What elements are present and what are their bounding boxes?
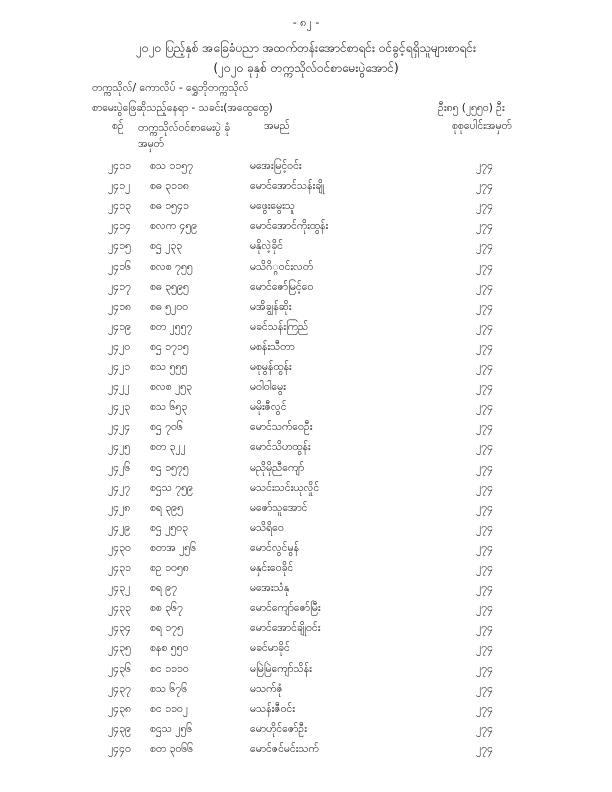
roll-number: စသ ၆၅၃ bbox=[150, 401, 188, 414]
table-row bbox=[0, 743, 612, 760]
student-name: မောင်အောင်သန်းချို bbox=[250, 180, 325, 193]
table-row bbox=[0, 683, 612, 700]
table-row bbox=[0, 582, 612, 599]
student-name: မသန်းဇီဝင်း bbox=[250, 702, 295, 715]
student-name: မမိုးဇီလွင် bbox=[250, 401, 287, 414]
table-row bbox=[0, 421, 612, 438]
total-score: ၂၇၄ bbox=[476, 421, 493, 434]
roll-number: စတ ၃၀၆၆ bbox=[150, 742, 194, 755]
roll-number: စရ ၁၇၅ bbox=[150, 622, 183, 635]
total-score: ၂၇၄ bbox=[476, 582, 493, 595]
roll-number: စဌ ၂၃၃ bbox=[150, 240, 183, 253]
total-score: ၂၇၄ bbox=[476, 662, 493, 675]
roll-number: စတအ ၂၅၆ bbox=[150, 541, 197, 554]
roll-number: စလစ ၂၅၃ bbox=[150, 381, 192, 394]
row-number: ၂၄၂၀ bbox=[108, 340, 131, 353]
row-number: ၂၄၃၀ bbox=[108, 541, 131, 554]
table-row bbox=[0, 381, 612, 398]
header-no: စဉ် bbox=[112, 120, 124, 132]
total-score: ၂၇၄ bbox=[476, 320, 493, 333]
row-number: ၂၄၁၃ bbox=[108, 200, 131, 213]
total-score: ၂၇၄ bbox=[476, 260, 493, 273]
roll-number: စလက ၄၅၉ bbox=[150, 220, 198, 233]
total-score: ၂၇၄ bbox=[476, 682, 493, 695]
roll-number: စဓ ၁၅၄၁ bbox=[150, 200, 189, 213]
roll-number: စဓ ၃၁၁၈ bbox=[150, 180, 189, 193]
total-score: ၂၇၄ bbox=[476, 180, 493, 193]
total-score: ၂၇၄ bbox=[476, 722, 493, 735]
roll-number: စတ ၃၂၂ bbox=[150, 441, 186, 454]
row-number: ၂၄၂၂ bbox=[108, 381, 130, 394]
roll-number: စရ ၉၇ bbox=[150, 582, 178, 595]
roll-number: စဌသ ၂၅၆ bbox=[150, 722, 193, 735]
document-subtitle: (၂၀၂၀ ခုနှစ် တက္ကသိုလ်ဝင်စာမေးပွဲအောင်) bbox=[213, 61, 399, 75]
roll-number: စရ ၃၉၅ bbox=[150, 501, 183, 514]
row-number: ၂၄၁၉ bbox=[108, 320, 131, 333]
row-number: ၂၄၁၇ bbox=[108, 280, 131, 293]
row-number: ၂၄၁၄ bbox=[108, 220, 131, 233]
table-row bbox=[0, 663, 612, 680]
student-name: မအိချွန်ဆိုး bbox=[250, 300, 292, 313]
university-line: တက္ကသိုလ်/ ကောလိပ် - ရွှေဘိုတက္ကသိုလ် bbox=[92, 82, 249, 94]
table-row bbox=[0, 502, 612, 519]
table-row bbox=[0, 261, 612, 278]
total-score: ၂၇၄ bbox=[476, 562, 493, 574]
row-number: ၂၄၂၁ bbox=[108, 361, 131, 373]
table-row bbox=[0, 220, 612, 237]
roll-number: စဓ ၃၅၉၅ bbox=[150, 280, 189, 293]
table-row bbox=[0, 462, 612, 479]
roll-number: စဌ ၁၅၇၅ bbox=[150, 461, 189, 474]
page-number: - ၈၂ - bbox=[292, 16, 320, 29]
total-score: ၂၇၄ bbox=[476, 200, 493, 213]
student-name: မောင်ဇော်မြင့်ဝေ bbox=[250, 280, 314, 293]
roll-number: စဌသ ၇၅၉ bbox=[150, 481, 193, 494]
roll-number: စဌ ၂၅၀၃ bbox=[150, 521, 188, 534]
table-row bbox=[0, 602, 612, 619]
row-number: ၂၄၁၂ bbox=[108, 180, 131, 193]
roll-number: စင ၁၁၀၂ bbox=[150, 702, 188, 715]
row-number: ၂၄၃၉ bbox=[108, 722, 131, 735]
table-row bbox=[0, 542, 612, 559]
row-number: ၂၄၃၂ bbox=[108, 582, 131, 595]
row-number: ၂၄၃၃ bbox=[108, 602, 131, 615]
student-name: မညိုမိုညီကျော် bbox=[250, 461, 305, 474]
student-name: မသိဂိ္ဂဝင်းလတ် bbox=[250, 260, 314, 273]
row-number: ၂၄၄၀ bbox=[108, 742, 131, 755]
student-name: မသင်းသင်းယုလှိုင် bbox=[250, 481, 320, 494]
total-score: ၂၇၄ bbox=[476, 280, 493, 293]
row-number: ၂၄၃၆ bbox=[108, 662, 131, 675]
student-name: မစုမွန်ထွန်း bbox=[250, 361, 292, 373]
table-row bbox=[0, 522, 612, 539]
row-number: ၂၄၂၉ bbox=[108, 521, 131, 534]
document-title: ၂၀၂၀ ပြည့်နှစ် အခြေခံပညာ အထက်တန်းအောင်စာရင်း ဝင်ခွင့်ရရှိသူများစာရင်း bbox=[135, 41, 477, 55]
row-number: ၂၄၁၆ bbox=[108, 260, 131, 273]
total-score: ၂၇၄ bbox=[476, 541, 493, 554]
total-score: ၂၇၄ bbox=[476, 340, 493, 353]
row-number: ၂၄၃၈ bbox=[108, 702, 131, 715]
total-score: ၂၇၄ bbox=[476, 361, 493, 373]
total-score: ၂၇၄ bbox=[476, 240, 493, 253]
student-name: မောဟိုင်ဇော်ဦး bbox=[250, 722, 307, 735]
roll-number: စဥ ၁၀၅၈ bbox=[150, 562, 189, 574]
total-score: ၂၇၄ bbox=[476, 160, 493, 172]
student-name: မသက်ဇုံ bbox=[250, 682, 283, 695]
total-score: ၂၇၄ bbox=[476, 622, 493, 635]
student-name: မနိုလဲ့ခိုင် bbox=[250, 240, 283, 253]
roll-number: စစ ၃၆၇ bbox=[150, 602, 183, 615]
table-row bbox=[0, 160, 612, 177]
table-row bbox=[0, 200, 612, 217]
table-row bbox=[0, 723, 612, 740]
total-score: ၂၇၄ bbox=[476, 481, 493, 494]
total-score: ၂၇၄ bbox=[476, 300, 493, 313]
row-number: ၂၄၃၅ bbox=[108, 642, 131, 655]
total-score: ၂၇၄ bbox=[476, 742, 493, 755]
table-row bbox=[0, 401, 612, 418]
total-score: ၂၇၄ bbox=[476, 461, 493, 474]
student-name: မသိရိဝေ bbox=[250, 521, 284, 534]
student-name: မခင်မာခိုင် bbox=[250, 642, 290, 655]
row-number: ၂၄၁၈ bbox=[108, 300, 131, 313]
student-name: မောင်လွင်မွန် bbox=[250, 541, 299, 554]
header-roll-no: တက္ကသိုလ်ဝင်စာမေးပွဲ ခုံအမှတ် bbox=[138, 122, 231, 150]
student-name: မဖွေးမွေးသူ bbox=[250, 200, 295, 213]
subject-code: ဦး၈၅ (၂၅၅၀) ဦး bbox=[438, 102, 505, 114]
row-number: ၂၄၂၃ bbox=[108, 401, 131, 414]
total-score: ၂၇၄ bbox=[476, 702, 493, 715]
table-row bbox=[0, 341, 612, 358]
total-score: ၂၇၄ bbox=[476, 401, 493, 414]
table-row bbox=[0, 180, 612, 197]
student-name: မနှင်းဝေခိုင် bbox=[250, 562, 294, 574]
table-row bbox=[0, 642, 612, 659]
row-number: ၂၄၁၁ bbox=[108, 160, 131, 172]
student-name: မအေးသံနု bbox=[250, 582, 290, 595]
header-score: စုစုပေါင်းအမှတ် bbox=[452, 120, 512, 132]
row-number: ၂၄၁၅ bbox=[108, 240, 131, 253]
exam-center-line: စာမေးပွဲဖြေဆိုသည့်နေရာ - သခင်း(အထွေထွေ) bbox=[92, 102, 273, 114]
roll-number: စလစ ၇၅၅ bbox=[150, 260, 193, 273]
roll-number: စသ ၆၇၆ bbox=[150, 682, 188, 695]
total-score: ၂၇၄ bbox=[476, 642, 493, 655]
row-number: ၂၄၂၄ bbox=[108, 421, 131, 434]
roll-number: စင ၁၁၁၀ bbox=[150, 662, 189, 675]
student-name: မအေးမြင့်ဝင်း bbox=[250, 160, 302, 172]
roll-number: စသ ၅၅၅ bbox=[150, 361, 188, 373]
student-name: မစန်းသီတာ bbox=[250, 340, 295, 353]
total-score: ၂၇၄ bbox=[476, 441, 493, 454]
student-name: မောင်အောင်ချိုဝင်း bbox=[250, 622, 321, 635]
table-row bbox=[0, 703, 612, 720]
table-row bbox=[0, 240, 612, 257]
roll-number: စတ ၂၅၅၇ bbox=[150, 320, 193, 333]
table-row bbox=[0, 482, 612, 499]
row-number: ၂၄၃၄ bbox=[108, 622, 131, 635]
student-name: မခင်သန်းကြည် bbox=[250, 320, 309, 333]
table-row bbox=[0, 562, 612, 579]
row-number: ၂၄၃၇ bbox=[108, 682, 131, 695]
table-row bbox=[0, 321, 612, 338]
row-number: ၂၄၂၅ bbox=[108, 441, 131, 454]
total-score: ၂၇၄ bbox=[476, 381, 493, 394]
total-score: ၂၇၄ bbox=[476, 220, 493, 233]
student-name: မောင်ဇင်မင်းသက် bbox=[250, 742, 319, 755]
roll-number: စဌ ၇၀၆ bbox=[150, 421, 183, 434]
total-score: ၂၇၄ bbox=[476, 521, 493, 534]
student-name: မဝါဝါမွေး bbox=[250, 381, 286, 394]
roll-number: စနစ ၅၅၀ bbox=[150, 642, 189, 655]
row-number: ၂၄၂၇ bbox=[108, 481, 131, 494]
row-number: ၂၄၂၆ bbox=[108, 461, 131, 474]
header-name: အမည် bbox=[264, 120, 290, 132]
student-name: မောင်အောင်ကိုးထွန်း bbox=[250, 220, 329, 233]
roll-number: စသ ၁၁၅၇ bbox=[150, 160, 194, 172]
table-row bbox=[0, 281, 612, 298]
roll-number: စဓ ၅၂၀၀ bbox=[150, 300, 189, 313]
student-name: မဇော်သူအောင် bbox=[250, 501, 308, 514]
student-name: မောင်သိဟထွန်း bbox=[250, 441, 311, 454]
total-score: ၂၇၄ bbox=[476, 501, 493, 514]
total-score: ၂၇၄ bbox=[476, 602, 493, 615]
table-row bbox=[0, 622, 612, 639]
student-name: မောင်ကျော်ဇော်မြီး bbox=[250, 602, 321, 615]
table-row bbox=[0, 301, 612, 318]
row-number: ၂၄၂၈ bbox=[108, 501, 131, 514]
student-name: မမြဲမြဲကျော်သိန်း bbox=[250, 662, 312, 675]
student-name: မောင်သက်ဝေဦး bbox=[250, 421, 313, 434]
roll-number: စဌ ၁၇၁၅ bbox=[150, 340, 189, 353]
table-row bbox=[0, 361, 612, 378]
table-row bbox=[0, 441, 612, 458]
row-number: ၂၄၃၁ bbox=[108, 562, 131, 574]
